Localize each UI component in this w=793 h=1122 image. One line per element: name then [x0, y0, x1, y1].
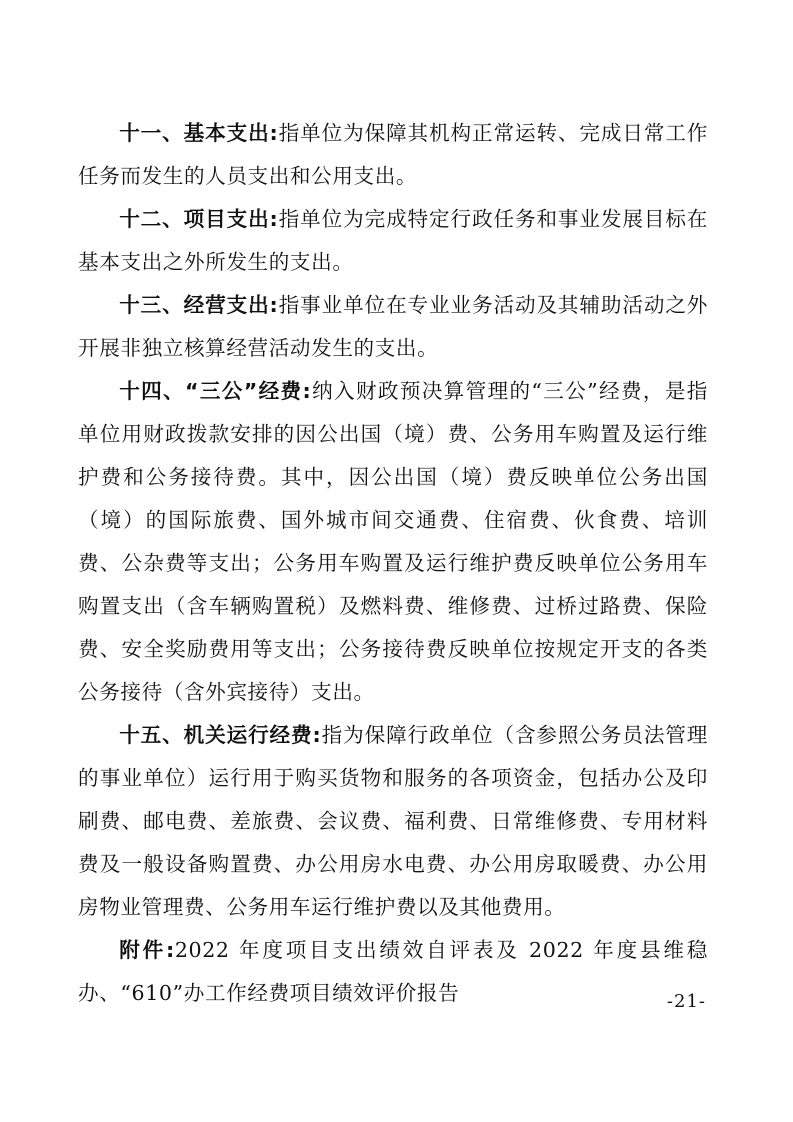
definition-item-13: [78, 284, 708, 370]
definition-term: 十一、基本支出:: [119, 121, 279, 145]
definition-item-14: [78, 370, 708, 714]
attachment-label: 附件:: [119, 938, 175, 962]
definition-term: 十三、经营支出:: [119, 293, 279, 317]
definition-text: 指单位为完成特定行政任务和事业发展目标在基本支出之外所发生的支出。: [78, 207, 708, 274]
definition-term: 十二、项目支出:: [119, 207, 279, 231]
document-body: [78, 112, 708, 1015]
definition-term: 十四、“三公”经费:: [119, 379, 312, 403]
definition-text: 指单位为保障其机构正常运转、完成日常工作任务而发生的人员支出和公用支出。: [78, 121, 708, 188]
definition-item-15: [78, 714, 708, 929]
page-number: -21-: [666, 991, 706, 1012]
definition-item-12: [78, 198, 708, 284]
definition-text: 指为保障行政单位（含参照公务员法管理的事业单位）运行用于购买货物和服务的各项资金，包括办公及印刷费、邮电费、差旅费、会议费、福利费、日常维修费、专用材料费及一般设备购置费、办公用房水电费、办公用房取暖费、办公用房物业管理费、公务用车运行维护费以及其他费用。: [78, 723, 708, 919]
attachment-text: 2022 年度项目支出绩效自评表及 2022 年度县维稳办、“610”办工作经费项目绩效评价报告: [78, 938, 708, 1005]
definition-text: 纳入财政预决算管理的“三公”经费，是指单位用财政拨款安排的因公出国（境）费、公务用车购置及运行维护费和公务接待费。其中，因公出国（境）费反映单位公务出国（境）的国际旅费、国外城市间交通费、住宿费、伙食费、培训费、公杂费等支出；公务用车购置及运行维护费反映单位公务用车购置支出（含车辆购置税）及燃料费、维修费、过桥过路费、保险费、安全奖励费用等支出；公务接待费反映单位按规定开支的各类公务接待（含外宾接待）支出。: [78, 379, 708, 704]
definition-text: 指事业单位在专业业务活动及其辅助活动之外开展非独立核算经营活动发生的支出。: [78, 293, 708, 360]
definition-item-11: [78, 112, 708, 198]
definition-term: 十五、机关运行经费:: [119, 723, 322, 747]
attachment-note: [78, 929, 708, 1015]
